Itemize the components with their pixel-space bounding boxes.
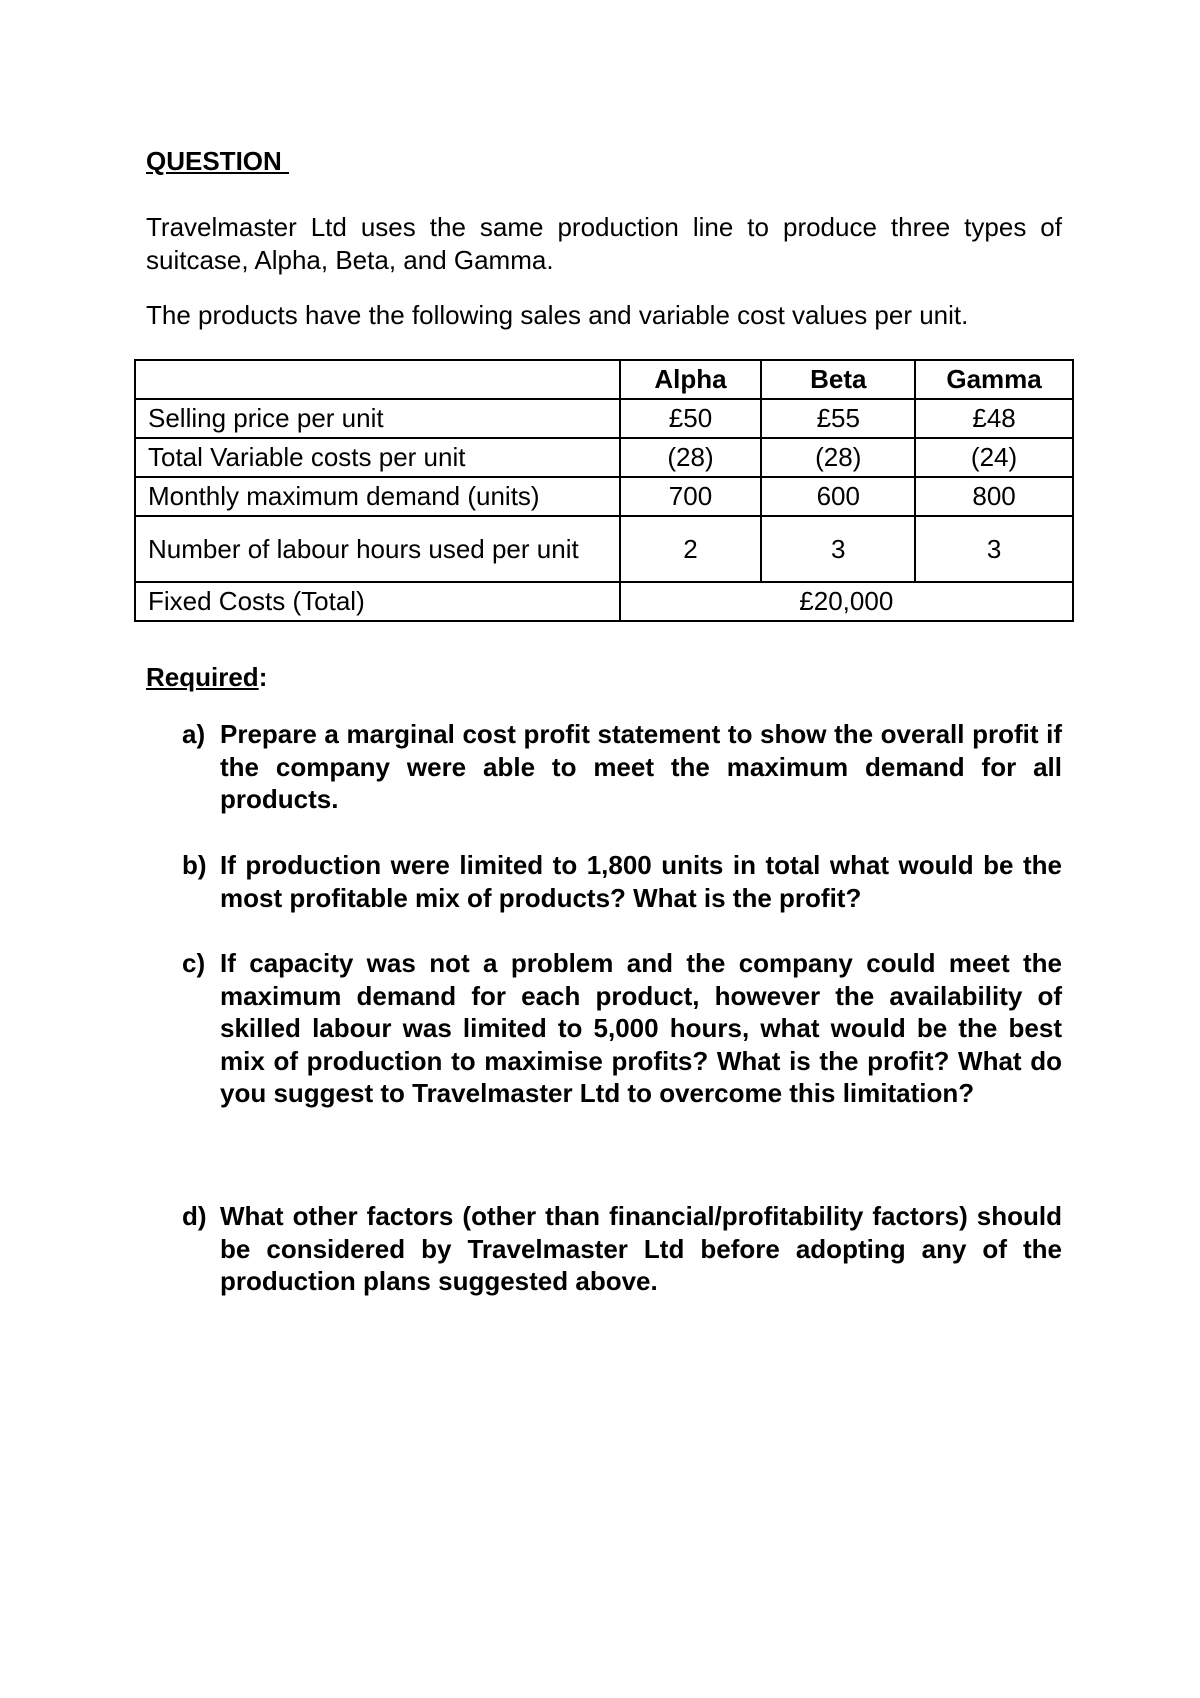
item-letter: c)	[182, 948, 206, 978]
table-cell: (28)	[620, 438, 762, 477]
table-header-cell: Alpha	[620, 360, 762, 399]
table-cell: 3	[915, 516, 1073, 582]
table-row	[135, 399, 1073, 438]
row-label: Selling price per unit	[135, 399, 620, 438]
product-cost-table	[134, 359, 1074, 622]
table-cell: 600	[761, 477, 915, 516]
table-cell: 700	[620, 477, 762, 516]
row-label: Number of labour hours used per unit	[135, 516, 620, 582]
table-header-cell: Beta	[761, 360, 915, 399]
table-cell: 800	[915, 477, 1073, 516]
table-row	[135, 438, 1073, 477]
required-item-a	[182, 718, 1062, 816]
required-item-b	[182, 849, 1062, 914]
table-row	[135, 477, 1073, 516]
table-header-cell	[135, 360, 620, 399]
table-row-fixed-costs	[135, 582, 1073, 621]
required-item-c	[182, 947, 1062, 1110]
row-label: Fixed Costs (Total)	[135, 582, 620, 621]
intro-text	[146, 211, 1062, 332]
row-label: Monthly maximum demand (units)	[135, 477, 620, 516]
item-text: Prepare a marginal cost profit statement to show the overall profit if the company were able to meet the maximum demand for all products.	[220, 719, 1062, 814]
item-letter: b)	[182, 850, 207, 880]
question-heading: QUESTION	[146, 146, 290, 176]
table-row	[135, 516, 1073, 582]
intro-paragraph: Travelmaster Ltd uses the same production line to produce three types of suitcase, Alpha, Beta, and Gamma.	[146, 212, 1062, 275]
row-label: Total Variable costs per unit	[135, 438, 620, 477]
item-text: What other factors (other than financial/profitability factors) should be considered by Travelmaster Ltd before adopting any of the production plans suggested above.	[220, 1201, 1062, 1296]
table-cell: £55	[761, 399, 915, 438]
intro-paragraph-table-lead: The products have the following sales and variable cost values per unit.	[146, 300, 969, 330]
item-letter: a)	[182, 719, 206, 749]
table-cell: (24)	[915, 438, 1073, 477]
table-header-cell: Gamma	[915, 360, 1073, 399]
required-item-d	[182, 1200, 1062, 1298]
table-cell: 3	[761, 516, 915, 582]
table-cell: (28)	[761, 438, 915, 477]
required-heading	[146, 661, 267, 694]
table-cell: £50	[620, 399, 762, 438]
item-letter: d)	[182, 1201, 207, 1231]
item-text: If production were limited to 1,800 units in total what would be the most profitable mix of products? What is the profit?	[220, 850, 1062, 913]
table-cell: 2	[620, 516, 762, 582]
table-header-row	[135, 360, 1073, 399]
item-text: If capacity was not a problem and the company could meet the maximum demand for each product, however the availability of skilled labour was limited to 5,000 hours, what would be the best mix of production to maximise profits? What is the profit? What do you suggest to Travelmaster Ltd to overcome this limitation?	[220, 948, 1062, 1108]
required-title: Required	[146, 662, 259, 692]
table-cell: £48	[915, 399, 1073, 438]
required-colon: :	[258, 662, 268, 692]
fixed-costs-value: £20,000	[620, 582, 1073, 621]
